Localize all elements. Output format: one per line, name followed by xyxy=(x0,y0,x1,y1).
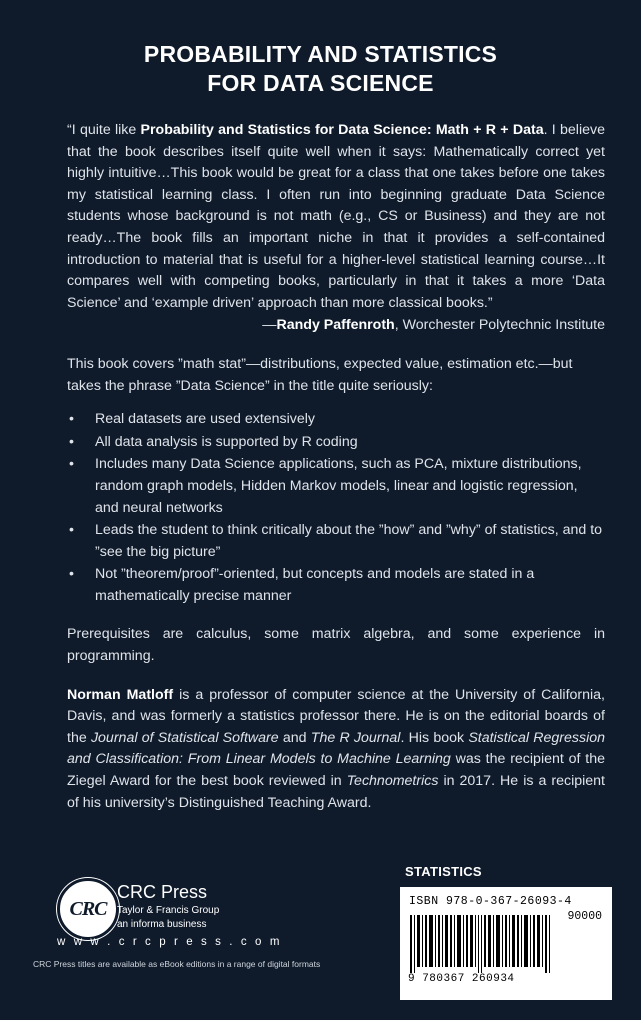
journal-name: Journal of Statistical Software xyxy=(90,729,279,746)
list-item xyxy=(67,409,605,431)
publisher-name: CRC Press xyxy=(117,882,208,902)
quote-body: . I believe that the book describes itself quite well when it says: Mathematically correct yet highly intuitive…This book would be great for a class that one takes before one takes my statistical learning class. I often run into beginning graduate Data Science students whose background is not math (e.g., CS or Business) and they are not ready…The book fills an important niche in that it provides a self-contained introduction to material that is useful for a higher-level statistical learning course…It compares well with competing books, particularly in that it takes a more ‘Data Science’ and ‘example driven’ approach than more classical books.” xyxy=(67,122,605,311)
barcode-icon xyxy=(408,909,558,973)
bullet-icon: • xyxy=(69,456,74,473)
list-item-text: Leads the student to think critically about the ”how” and ”why” of statistics, and to ”see the big picture” xyxy=(95,522,603,560)
crc-logo-icon: CRC xyxy=(57,878,119,940)
bullet-icon: • xyxy=(69,566,74,583)
quote-attribution xyxy=(67,315,605,337)
list-item xyxy=(67,432,605,454)
quote-affiliation: , Worchester Polytechnic Institute xyxy=(394,317,605,334)
author-name: Norman Matloff xyxy=(67,686,174,703)
publisher-block xyxy=(33,878,377,998)
list-item-text: Real datasets are used extensively xyxy=(95,411,316,428)
quote-author: Randy Paffenroth xyxy=(276,317,395,334)
list-item-text: All data analysis is supported by R coding xyxy=(95,433,358,450)
publisher-url: w w w . c r c p r e s s . c o m xyxy=(57,936,283,948)
bio-text: is a professor of computer science at the University of California, Davis, and was formerly a statistics professor there. He is on the editorial boards of the xyxy=(67,686,606,746)
subject-category: STATISTICS xyxy=(405,864,482,879)
prerequisites-paragraph: Prerequisites are calculus, some matrix algebra, and some experience in programming. xyxy=(67,626,605,665)
endorsement-quote xyxy=(67,120,605,314)
attribution-dash: — xyxy=(262,317,277,334)
list-item xyxy=(67,454,605,519)
publisher-group: Taylor & Francis Group xyxy=(117,905,220,916)
author-bio xyxy=(67,685,605,815)
barcode-panel xyxy=(400,887,612,1000)
bullet-icon: • xyxy=(69,433,74,450)
bullet-icon: • xyxy=(69,522,74,539)
list-item-text: Includes many Data Science applications, such as PCA, mixture distributions, random graph models, Hidden Markov models, linear and logistic regression, and neural networks xyxy=(95,456,582,516)
barcode-digits: 9 780367 260934 xyxy=(408,973,515,985)
bio-text: in 2017. He is a recipient of his university’s Distinguished Teaching Award. xyxy=(67,773,605,811)
book-title xyxy=(0,40,641,98)
feature-list xyxy=(67,409,605,607)
title-line-1: PROBABILITY AND STATISTICS xyxy=(143,41,498,67)
price-code: 90000 xyxy=(567,910,602,923)
intro-paragraph: This book covers ”math stat”—distributions, expected value, estimation etc.—but takes the phrase ”Data Science” in the title quite seriously: xyxy=(67,355,573,394)
ebook-note: CRC Press titles are available as eBook editions in a range of digital formats xyxy=(33,959,321,969)
bio-text: and xyxy=(278,729,311,746)
bio-text: was the recipient of the Ziegel Award for the best book reviewed in xyxy=(67,751,605,790)
book-name: Statistical Regression and Classification: From Linear Models to Machine Learning xyxy=(67,729,606,768)
list-item-text: Not ”theorem/proof”-oriented, but concepts and models are stated in a mathematically precise manner xyxy=(95,566,535,604)
quote-open: “I quite like xyxy=(67,122,141,138)
back-cover-text xyxy=(67,120,605,814)
bullet-icon: • xyxy=(69,411,74,428)
isbn-label: ISBN 978-0-367-26093-4 xyxy=(409,895,572,908)
publisher-informa: an informa business xyxy=(117,919,207,930)
list-item xyxy=(67,520,605,563)
journal-name: Technometrics xyxy=(346,773,439,790)
title-line-2: FOR DATA SCIENCE xyxy=(207,70,434,96)
bio-text: . His book xyxy=(400,729,469,746)
journal-name: The R Journal xyxy=(310,729,401,746)
list-item xyxy=(67,564,605,607)
quote-book-title: Probability and Statistics for Data Science: Math + R + Data xyxy=(140,122,544,138)
